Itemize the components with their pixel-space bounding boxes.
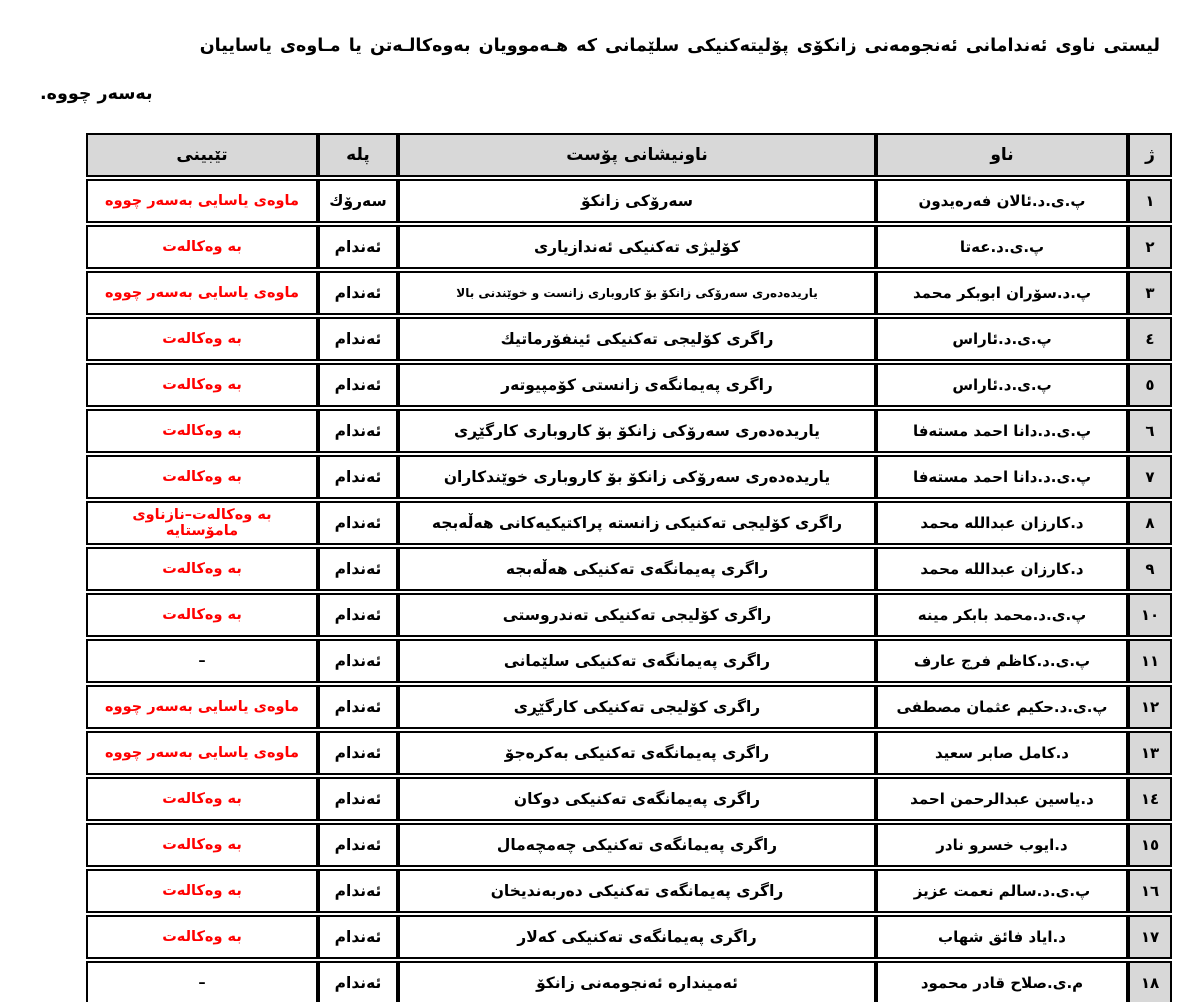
row-post-cell: راگری کۆلیجی تەکنیکی کارگێڕی <box>398 685 876 729</box>
header-note: تێبینی <box>86 133 318 177</box>
row-number-cell: ٥ <box>1128 363 1172 407</box>
row-number-cell: ٦ <box>1128 409 1172 453</box>
table-row <box>86 731 1172 775</box>
table-row <box>86 961 1172 1002</box>
row-rank-cell: سەرۆك <box>318 179 398 223</box>
table-row <box>86 501 1172 545</box>
row-name-cell: پ.ی.د.دانا احمد مستەفا <box>876 455 1128 499</box>
table-row <box>86 179 1172 223</box>
row-rank-cell: ئەندام <box>318 547 398 591</box>
row-name-cell: پ.ی.د.ئاراس <box>876 363 1128 407</box>
row-name-cell: د.ایوب خسرو نادر <box>876 823 1128 867</box>
row-post-cell: راگری پەیمانگەی تەکنیکی سلێمانی <box>398 639 876 683</box>
row-note-cell: بە وەکالەت <box>86 409 318 453</box>
row-note-cell: بە وەکالەت <box>86 823 318 867</box>
row-post-cell: راگری پەیمانگەی تەکنیکی دەربەندیخان <box>398 869 876 913</box>
row-note-cell: بە وەکالەت <box>86 455 318 499</box>
row-name-cell: پ.د.سۆران ابوبکر محمد <box>876 271 1128 315</box>
row-post-cell: راگری پەیمانگەی زانستی کۆمپیوتەر <box>398 363 876 407</box>
table-row <box>86 869 1172 913</box>
row-number-cell: ١٤ <box>1128 777 1172 821</box>
row-name-cell: د.ایاد فائق شهاب <box>876 915 1128 959</box>
row-post-cell: راگری پەیمانگەی تەکنیکی هەڵەبجە <box>398 547 876 591</box>
row-post-cell: یاریدەدەری سەرۆکی زانکۆ بۆ کاروباری زانست و خوێندنی بالا <box>398 271 876 315</box>
table-row <box>86 777 1172 821</box>
row-post-cell: کۆلیژی تەکنیکی ئەندازیاری <box>398 225 876 269</box>
row-note-cell: ماوەی یاسایی بەسەر چووە <box>86 179 318 223</box>
row-name-cell: پ.ی.د.سالم نعمت عزیز <box>876 869 1128 913</box>
table-row <box>86 225 1172 269</box>
row-number-cell: ٩ <box>1128 547 1172 591</box>
row-post-cell: سەرۆکی زانکۆ <box>398 179 876 223</box>
row-name-cell: پ.ی.د.کاظم فرج عارف <box>876 639 1128 683</box>
row-number-cell: ٧ <box>1128 455 1172 499</box>
row-number-cell: ١١ <box>1128 639 1172 683</box>
row-number-cell: ١٥ <box>1128 823 1172 867</box>
row-post-cell: یاریدەدەری سەرۆکی زانکۆ بۆ کاروباری کارگێڕی <box>398 409 876 453</box>
row-number-cell: ٣ <box>1128 271 1172 315</box>
row-number-cell: ١٧ <box>1128 915 1172 959</box>
row-rank-cell: ئەندام <box>318 455 398 499</box>
row-name-cell: د.کارزان عبدالله محمد <box>876 501 1128 545</box>
row-rank-cell: ئەندام <box>318 363 398 407</box>
row-note-cell: ماوەی یاسایی بەسەر چووە <box>86 731 318 775</box>
row-rank-cell: ئەندام <box>318 777 398 821</box>
row-rank-cell: ئەندام <box>318 685 398 729</box>
table-row <box>86 271 1172 315</box>
table-row <box>86 455 1172 499</box>
table-row <box>86 317 1172 361</box>
table-row <box>86 823 1172 867</box>
row-name-cell: پ.ی.د.ئاراس <box>876 317 1128 361</box>
row-note-cell: بە وەکالەت <box>86 225 318 269</box>
row-post-cell: یاریدەدەری سەرۆکی زانکۆ بۆ کاروباری خوێندکاران <box>398 455 876 499</box>
row-name-cell: پ.ی.د.عەتا <box>876 225 1128 269</box>
row-number-cell: ١٨ <box>1128 961 1172 1002</box>
table-row <box>86 915 1172 959</box>
table-row <box>86 639 1172 683</box>
row-note-cell: – <box>86 961 318 1002</box>
row-rank-cell: ئەندام <box>318 823 398 867</box>
row-number-cell: ٨ <box>1128 501 1172 545</box>
row-note-cell: بە وەکالەت–نازناوی مامۆستایە <box>86 501 318 545</box>
row-name-cell: پ.ی.د.حکیم عثمان مصطفی <box>876 685 1128 729</box>
row-number-cell: ١٢ <box>1128 685 1172 729</box>
row-name-cell: پ.ی.د.محمد بابکر مینە <box>876 593 1128 637</box>
row-post-cell: راگری کۆلیجی تەکنیکی زانستە پراکتیکیەکانی هەڵەبجە <box>398 501 876 545</box>
header-number: ژ <box>1128 133 1172 177</box>
row-note-cell: بە وەکالەت <box>86 547 318 591</box>
document-title <box>40 38 1160 103</box>
row-note-cell: بە وەکالەت <box>86 869 318 913</box>
row-post-cell: ئەمیندارە ئەنجومەنی زانکۆ <box>398 961 876 1002</box>
row-rank-cell: ئەندام <box>318 409 398 453</box>
row-rank-cell: ئەندام <box>318 731 398 775</box>
row-note-cell: بە وەکالەت <box>86 363 318 407</box>
row-note-cell: بە وەکالەت <box>86 593 318 637</box>
header-rank: پله <box>318 133 398 177</box>
row-rank-cell: ئەندام <box>318 225 398 269</box>
row-rank-cell: ئەندام <box>318 961 398 1002</box>
row-note-cell: بە وەکالەت <box>86 915 318 959</box>
members-table <box>86 131 1172 1002</box>
row-post-cell: راگری کۆلیجی تەکنیکی ئینفۆرماتیك <box>398 317 876 361</box>
row-rank-cell: ئەندام <box>318 915 398 959</box>
row-post-cell: راگری پەیمانگەی تەکنیکی چەمچەمال <box>398 823 876 867</box>
row-number-cell: ٤ <box>1128 317 1172 361</box>
row-note-cell: ماوەی یاسایی بەسەر چووە <box>86 685 318 729</box>
row-note-cell: – <box>86 639 318 683</box>
row-post-cell: راگری پەیمانگەی تەکنیکی بەکرەجۆ <box>398 731 876 775</box>
row-number-cell: ١٠ <box>1128 593 1172 637</box>
row-rank-cell: ئەندام <box>318 317 398 361</box>
table-row <box>86 547 1172 591</box>
row-number-cell: ١٦ <box>1128 869 1172 913</box>
table-row <box>86 685 1172 729</box>
row-note-cell: بە وەکالەت <box>86 777 318 821</box>
header-post: ناونیشانی پۆست <box>398 133 876 177</box>
row-post-cell: راگری پەیمانگەی تەکنیکی کەلار <box>398 915 876 959</box>
row-name-cell: پ.ی.د.ئالان فەرەیدون <box>876 179 1128 223</box>
document-title-line2: بەسەر چووە. <box>40 83 153 104</box>
row-name-cell: م.ی.صلاح قادر محمود <box>876 961 1128 1002</box>
row-number-cell: ١ <box>1128 179 1172 223</box>
row-number-cell: ١٣ <box>1128 731 1172 775</box>
row-note-cell: ماوەی یاسایی بەسەر چووە <box>86 271 318 315</box>
document-title-line1: لیستی ناوی ئەندامانی ئەنجومەنی زانکۆی پۆلیتەکنیکی سلێمانی کە هـەموویان بەوەکالـەتن یا مـاوەی یاساییان <box>199 36 1160 56</box>
table-row <box>86 409 1172 453</box>
row-rank-cell: ئەندام <box>318 271 398 315</box>
row-post-cell: راگری کۆلیجی تەکنیکی تەندروستی <box>398 593 876 637</box>
row-name-cell: پ.ی.د.دانا احمد مستەفا <box>876 409 1128 453</box>
row-note-cell: بە وەکالەت <box>86 317 318 361</box>
row-rank-cell: ئەندام <box>318 593 398 637</box>
table-body <box>86 179 1172 1002</box>
table-row <box>86 593 1172 637</box>
table-row <box>86 363 1172 407</box>
row-name-cell: د.کامل صابر سعید <box>876 731 1128 775</box>
row-number-cell: ٢ <box>1128 225 1172 269</box>
row-rank-cell: ئەندام <box>318 501 398 545</box>
row-rank-cell: ئەندام <box>318 869 398 913</box>
row-rank-cell: ئەندام <box>318 639 398 683</box>
header-name: ناو <box>876 133 1128 177</box>
table-header-row <box>86 133 1172 177</box>
row-name-cell: د.کارزان عبدالله محمد <box>876 547 1128 591</box>
row-name-cell: د.یاسین عبدالرحمن احمد <box>876 777 1128 821</box>
row-post-cell: راگری پەیمانگەی تەکنیکی دوکان <box>398 777 876 821</box>
